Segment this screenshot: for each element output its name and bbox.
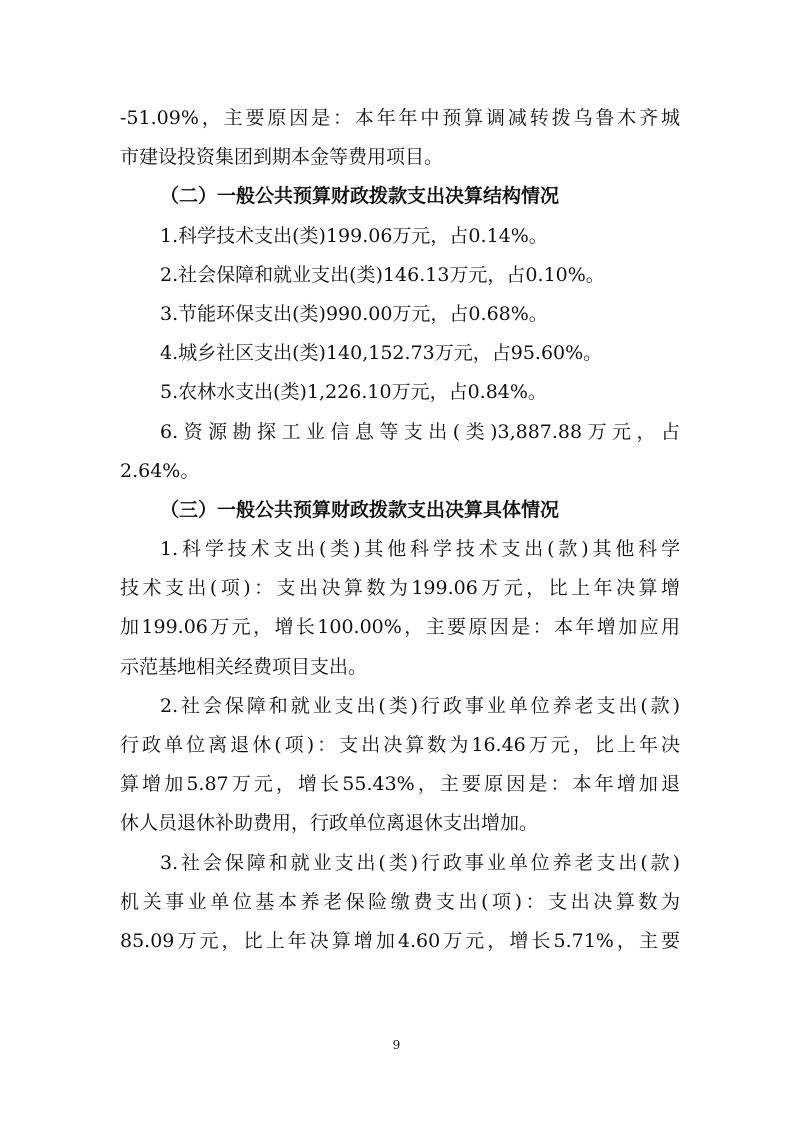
text-line: 加199.06万元，增长100.00%，主要原因是：本年增加应用 xyxy=(120,616,680,639)
text-line: 机关事业单位基本养老保险缴费支出(项)：支出决算数为 xyxy=(120,890,680,913)
text-line: 85.09万元，比上年决算增加4.60万元，增长5.71%，主要 xyxy=(120,929,680,952)
text-line: 示范基地相关经费项目支出。 xyxy=(120,655,368,678)
text-line: 2.64%。 xyxy=(120,459,200,482)
section-heading: （二）一般公共预算财政拨款支出决算结构情况 xyxy=(160,185,560,208)
text-line: 技术支出(项)：支出决算数为199.06万元，比上年决算增 xyxy=(120,577,680,600)
text-line: 算增加5.87万元，增长55.43%，主要原因是：本年增加退 xyxy=(120,773,680,796)
text-line: 3.节能环保支出(类)990.00万元，占0.68%。 xyxy=(160,302,548,325)
section-heading: （三）一般公共预算财政拨款支出决算具体情况 xyxy=(160,498,560,521)
text-line: 2.社会保障和就业支出(类)行政事业单位养老支出(款) xyxy=(160,694,680,717)
text-line: 3.社会保障和就业支出(类)行政事业单位养老支出(款) xyxy=(160,851,680,874)
text-line: -51.09%，主要原因是：本年年中预算调减转拨乌鲁木齐城 xyxy=(120,107,680,129)
text-line: 1.科学技术支出(类)199.06万元，占0.14%。 xyxy=(160,224,548,247)
text-line: 4.城乡社区支出(类)140,152.73万元，占95.60%。 xyxy=(160,342,603,365)
text-line: 6.资源勘探工业信息等支出(类)3,887.88万元，占 xyxy=(160,420,680,443)
text-line: 5.农林水支出(类)1,226.10万元，占0.84%。 xyxy=(160,381,547,404)
document-body xyxy=(120,99,680,961)
text-line: 2.社会保障和就业支出(类)146.13万元，占0.10%。 xyxy=(160,263,605,286)
text-line: 市建设投资集团到期本金等费用项目。 xyxy=(120,146,444,169)
text-line: 行政单位离退休(项)：支出决算数为16.46万元，比上年决 xyxy=(120,734,680,756)
text-line: 休人员退休补助费用，行政单位离退休支出增加。 xyxy=(120,812,539,835)
page-number: 9 xyxy=(392,1038,401,1052)
text-line: 1.科学技术支出(类)其他科学技术支出(款)其他科学 xyxy=(160,538,680,561)
